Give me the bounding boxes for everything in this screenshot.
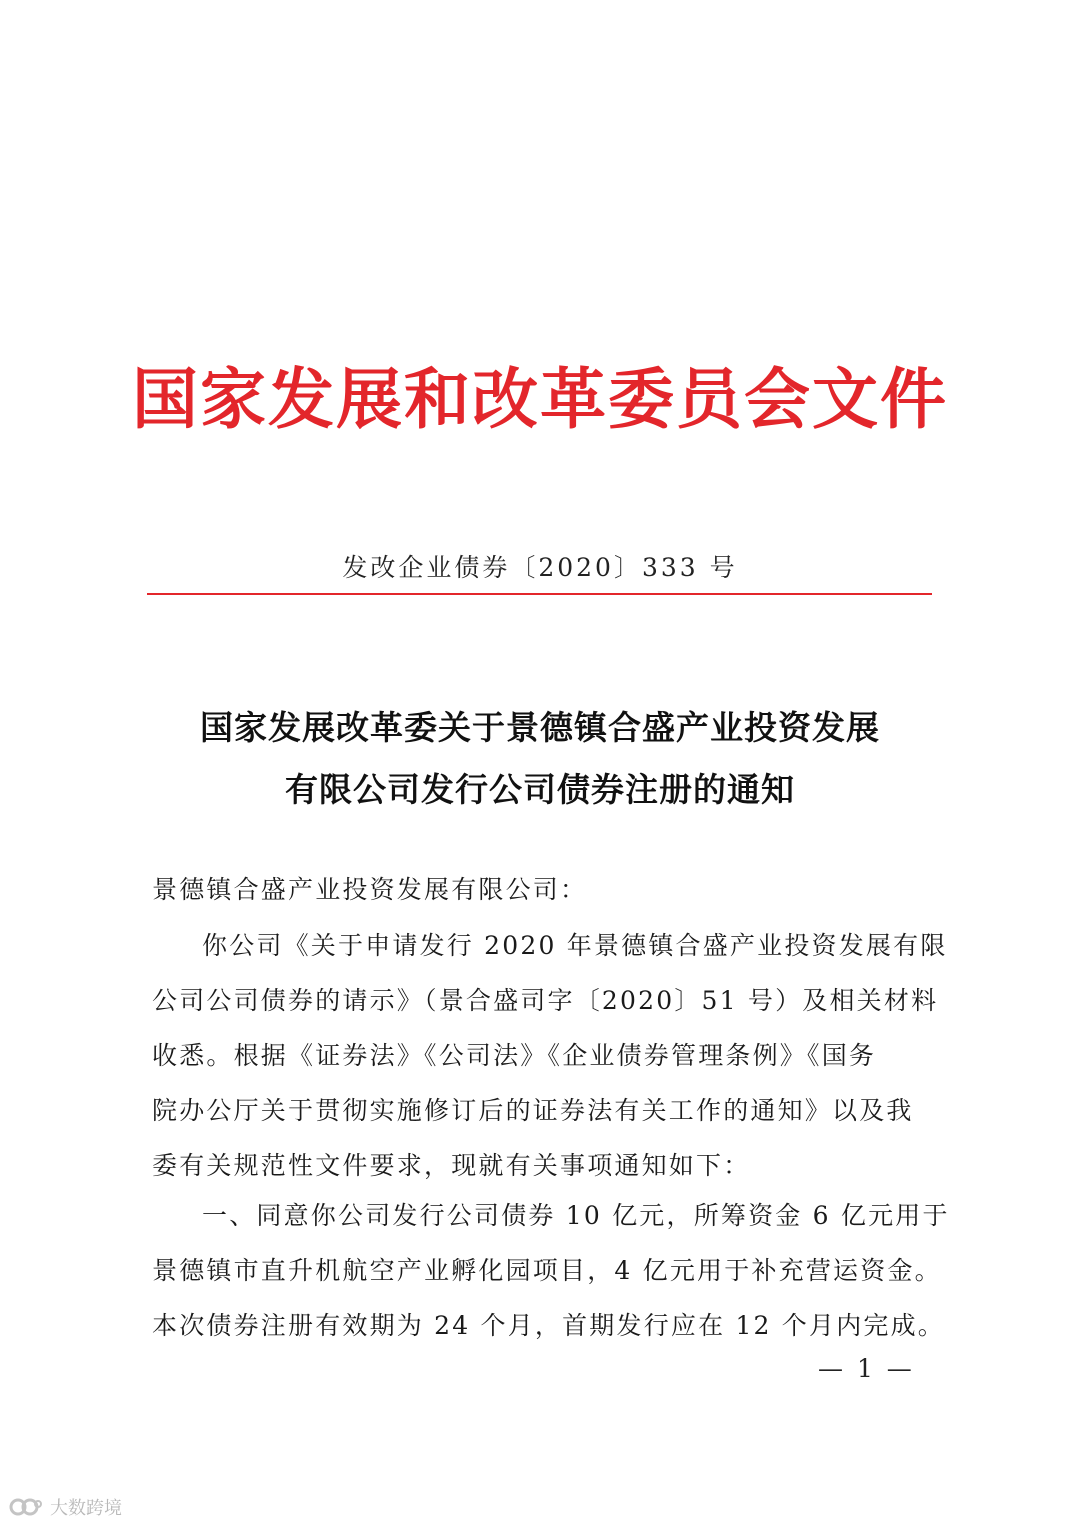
watermark [8,1494,122,1520]
paragraph-line: 你公司《关于申请发行 2020 年景德镇合盛产业投资发展有限 [202,931,948,960]
salutation [152,862,932,917]
paragraph-line: 景德镇市直升机航空产业孵化园项目，4 亿元用于补充营运资金。 [152,1256,942,1285]
paragraph-1 [152,918,948,1193]
paragraph-line: 收悉。根据《证券法》《公司法》《企业债券管理条例》《国务 [152,1041,877,1070]
chain-link-logo-icon [8,1496,44,1518]
document-header-title: 国家发展和改革委员会文件 [132,361,948,438]
paragraph-line: 委有关规范性文件要求，现就有关事项通知如下： [152,1151,751,1180]
watermark-text: 大数跨境 [50,1498,122,1519]
paragraph-line: 一、同意你公司发行公司债券 10 亿元，所筹资金 6 亿元用于 [202,1201,950,1230]
notice-title-line: 国家发展改革委关于景德镇合盛产业投资发展 [200,708,880,747]
salutation-text: 景德镇合盛产业投资发展有限公司： [152,875,588,904]
page-number: — 1 — [818,1354,915,1383]
notice-title [0,697,1080,821]
paragraph-line: 院办公厅关于贯彻实施修订后的证券法有关工作的通知》以及我 [152,1096,914,1125]
paragraph-line: 公司公司债券的请示》（景合盛司字〔2020〕51 号）及相关材料 [152,986,939,1015]
paragraph-line: 本次债券注册有效期为 24 个月，首期发行应在 12 个月内完成。 [152,1311,946,1340]
paragraph-2 [152,1188,950,1353]
red-divider-line [147,593,932,595]
notice-title-line: 有限公司发行公司债券注册的通知 [285,770,795,809]
document-number: 发改企业债券〔2020〕333 号 [342,553,738,582]
